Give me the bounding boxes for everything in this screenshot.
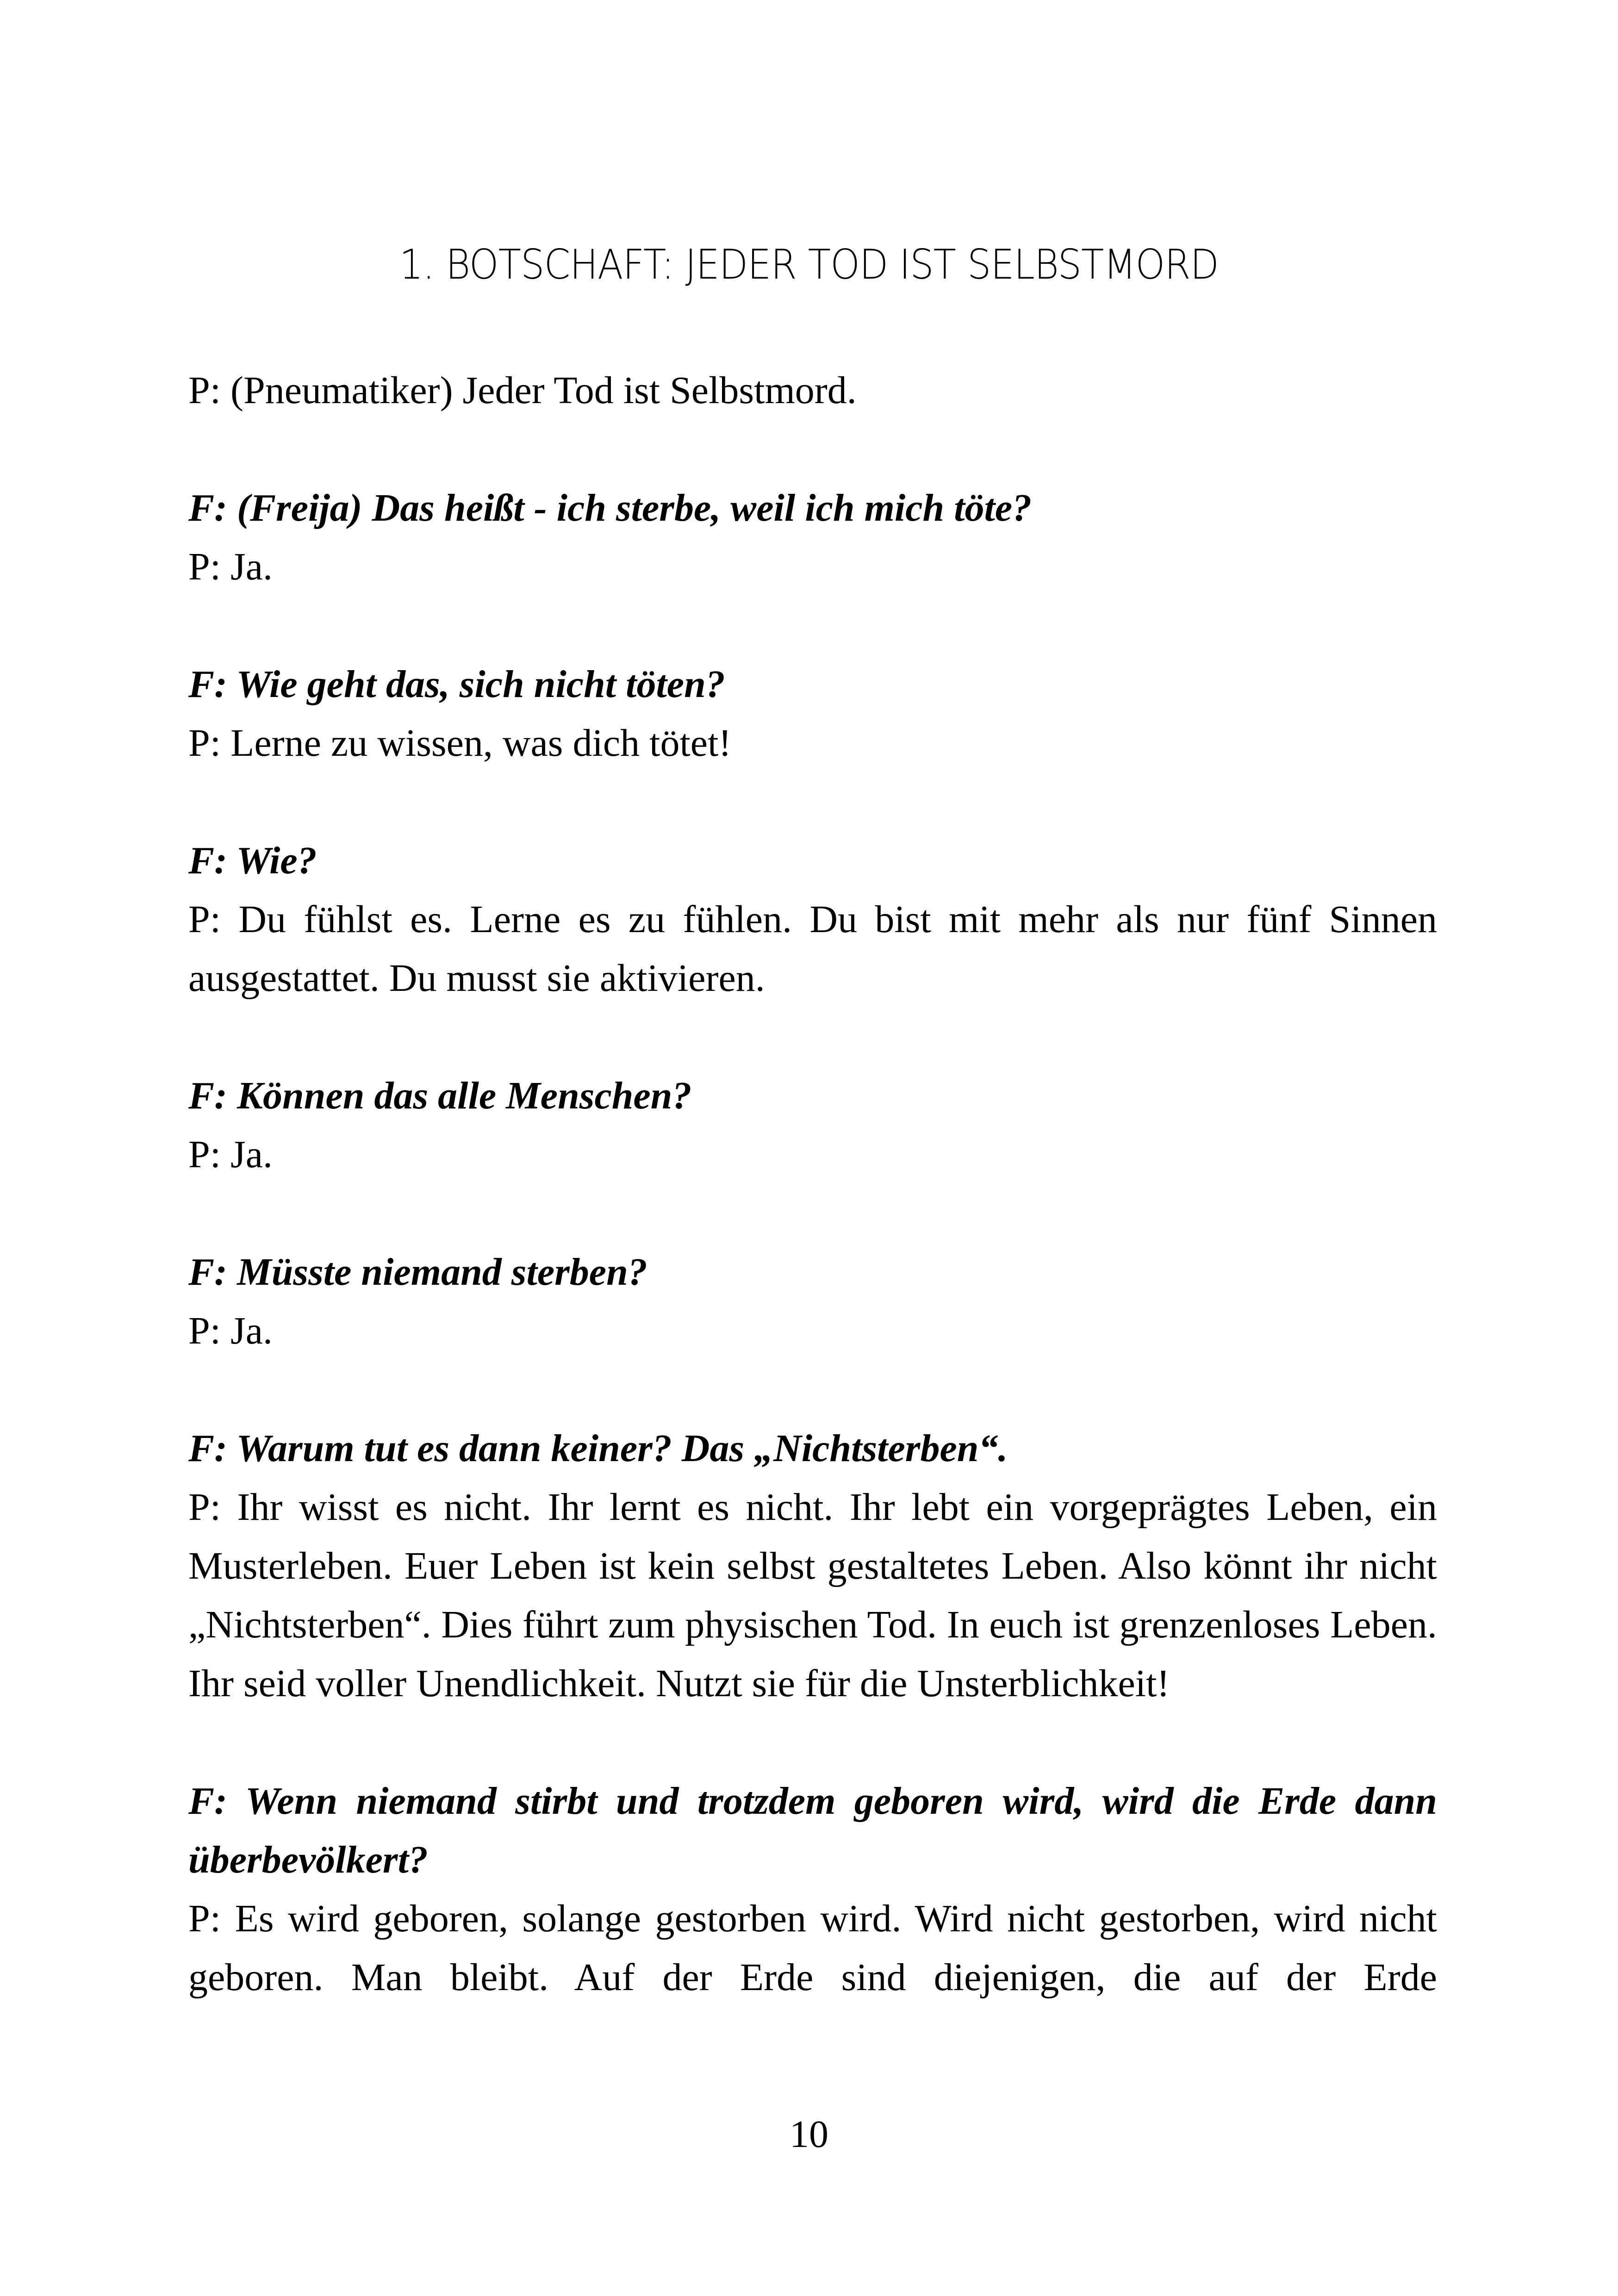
answer: P: Lerne zu wissen, was dich tötet! bbox=[188, 722, 732, 765]
answer: P: Es wird geboren, solange gestorben wird. Wird nicht gestorben, wird nicht geboren. Man bleibt. Auf der Erde sind diejenigen, die auf der Erde bbox=[188, 1897, 1437, 1999]
page-number: 10 bbox=[790, 2113, 828, 2156]
dialogue-block bbox=[188, 479, 1437, 596]
question: F: Wie? bbox=[188, 839, 317, 882]
dialogue-block bbox=[188, 831, 1437, 1008]
answer: P: Ja. bbox=[188, 545, 273, 588]
dialogue-body bbox=[188, 361, 1437, 2066]
question: F: (Freija) Das heißt - ich sterbe, weil ich mich töte? bbox=[188, 486, 1032, 529]
question: F: Wie geht das, sich nicht töten? bbox=[188, 663, 725, 706]
answer: P: Ja. bbox=[188, 1309, 273, 1352]
dialogue-block bbox=[188, 1772, 1437, 2007]
answer: P: Ja. bbox=[188, 1133, 273, 1176]
answer: P: Du fühlst es. Lerne es zu fühlen. Du bist mit mehr als nur fünf Sinnen ausgestattet. Du musst sie aktivieren. bbox=[188, 898, 1437, 1000]
dialogue-block bbox=[188, 1419, 1437, 1713]
question: F: Müsste niemand sterben? bbox=[188, 1251, 647, 1294]
answer: P: (Pneumatiker) Jeder Tod ist Selbstmord. bbox=[188, 369, 857, 412]
answer: P: Ihr wisst es nicht. Ihr lernt es nicht. Ihr lebt ein vorgeprägtes Leben, ein Musterleben. Euer Leben ist kein selbst gestaltetes Leben. Also könnt ihr nicht „Nichtsterben“. Dies führt zum physischen Tod. In euch ist grenzenloses Leben. Ihr seid voller Unendlichkeit. Nutzt sie für die Unsterblichkeit! bbox=[188, 1486, 1437, 1705]
chapter-title: 1. BOTSCHAFT: JEDER TOD IST SELBSTMORD bbox=[399, 241, 1219, 288]
question: F: Warum tut es dann keiner? Das „Nichtsterben“. bbox=[188, 1427, 1008, 1470]
dialogue-block bbox=[188, 655, 1437, 772]
dialogue-block bbox=[188, 1066, 1437, 1184]
question: F: Können das alle Menschen? bbox=[188, 1074, 692, 1117]
question: F: Wenn niemand stirbt und trotzdem geboren wird, wird die Erde dann überbevölkert? bbox=[188, 1780, 1437, 1881]
dialogue-block bbox=[188, 361, 1437, 420]
dialogue-block bbox=[188, 1243, 1437, 1360]
